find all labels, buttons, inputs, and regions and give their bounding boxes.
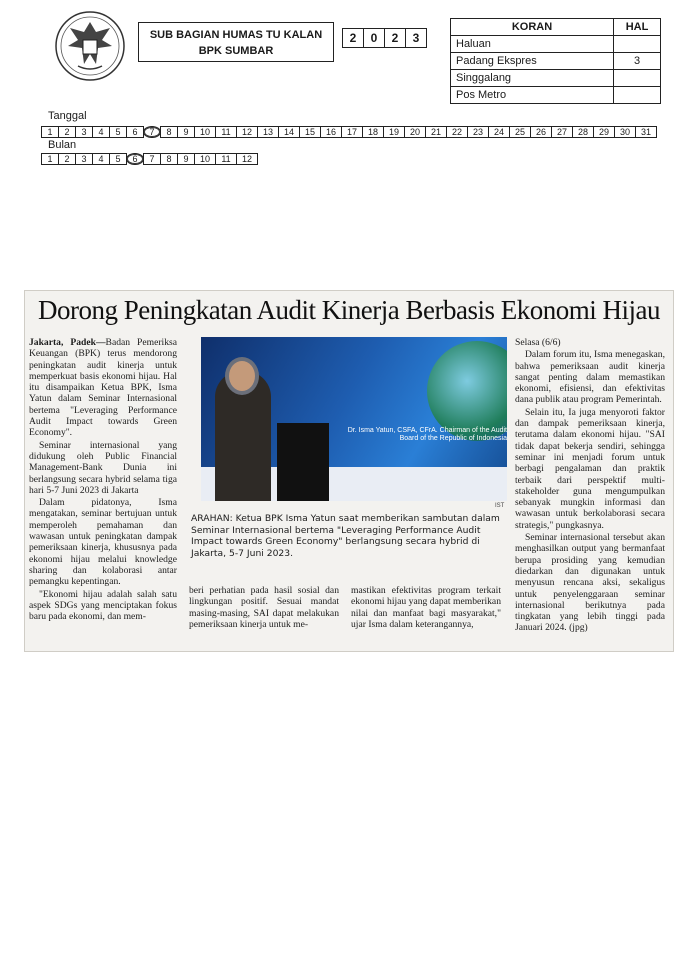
tanggal-cell: 30 [614,126,636,138]
globe-graphic [427,341,507,441]
tanggal-cell: 11 [215,126,237,138]
bulan-label: Bulan [48,139,77,151]
speaker-face [229,361,255,391]
tanggal-cell: 1 [41,126,59,138]
year-digit: 2 [342,28,364,48]
agency-box [138,22,334,62]
newspaper-name: Haluan [451,36,614,53]
article-column-2 [189,585,339,631]
tanggal-cell: 13 [257,126,279,138]
bulan-cell: 8 [160,153,178,165]
tanggal-cell: 9 [177,126,195,138]
bulan-cell: 7 [143,153,161,165]
tanggal-cell: 20 [404,126,426,138]
tanggal-cell: 27 [551,126,573,138]
tanggal-cell: 21 [425,126,447,138]
header-hal: HAL [614,19,661,36]
photo-credit: IST [495,503,505,509]
news-clipping [24,290,674,652]
paragraph: Selasa (6/6) [515,337,561,348]
paragraph: Seminar internasional tersebut akan menghasilkan output yang bermanfaat berupa prosiding yang kemudian diedarkan dan digunakan untuk menyusun rencana aksi, sekaligus untuk penyelenggaraan seminar internasional berikutnya pada tingkatan yang lebih tinggi pada Januari 2024. (jpg) [515,532,665,634]
newspaper-page [614,70,661,87]
paragraph: "Ekonomi hijau adalah salah satu aspek SDGs yang menciptakan fokus baru pada ekonomi, dan mem- [29,588,177,623]
photo-banner-text: Dr. Isma Yatun, CSFA, CFrA. Chairman of the Audit Board of the Republic of Indonesia [347,427,507,442]
paragraph: Seminar internasional yang didukung oleh Public Financial Management-Bank Dunia ini berlangsung secara hybrid selama tiga hari 5-7 Juni 2023 di Jakarta [29,439,177,496]
tanggal-cell: 15 [299,126,321,138]
tanggal-cell: 25 [509,126,531,138]
tanggal-cell: 5 [109,126,127,138]
article-column-1 [29,337,177,623]
tanggal-cell: 22 [446,126,468,138]
year-digit: 0 [363,28,385,48]
table-row [451,87,661,104]
newspaper-name: Singgalang [451,70,614,87]
table-row [451,70,661,87]
tanggal-cell: 19 [383,126,405,138]
table-row [451,53,661,70]
tanggal-cell: 6 [126,126,144,138]
tanggal-cell: 14 [278,126,300,138]
year-digit: 3 [405,28,427,48]
newspaper-name: Padang Ekspres [451,53,614,70]
photo-caption: ARAHAN: Ketua BPK Isma Yatun saat memberikan sambutan dalam Seminar Internasional bertema "Leveraging Performance Audit Impact towards Green Economy" berlangsung secara hybrid di Jakarta, 5-7 Juni 2023. [191,513,500,559]
tanggal-cell: 31 [635,126,657,138]
tanggal-cell: 7 [143,126,161,138]
tanggal-cell: 10 [194,126,216,138]
tanggal-cell: 8 [160,126,178,138]
paragraph: Dalam forum itu, Isma menegaskan, bahwa pemeriksaan audit kinerja sangat penting dalam memastikan ekonomi, efisiensi, dan efektivitas dana publik atau program Pemerintah. [515,349,665,406]
tanggal-row [42,126,657,138]
bulan-cell: 6 [126,153,144,165]
tanggal-cell: 16 [320,126,342,138]
bulan-cell: 5 [109,153,127,165]
tanggal-cell: 12 [236,126,258,138]
bulan-cell: 3 [75,153,93,165]
bulan-cell: 12 [236,153,258,165]
tanggal-cell: 3 [75,126,93,138]
bulan-cell: 1 [41,153,59,165]
newspaper-name: Pos Metro [451,87,614,104]
tanggal-cell: 2 [58,126,76,138]
year-digit: 2 [384,28,406,48]
table-row [451,36,661,53]
podium [277,423,329,501]
agency-line-1: SUB BAGIAN HUMAS TU KALAN [149,29,323,41]
paragraph: beri perhatian pada hasil sosial dan lingkungan positif. Sesuai mandat masing-masing, SAI dapat melakukan pemeriksaan kinerja untuk me- [189,585,339,630]
article-photo [201,337,507,501]
tanggal-cell: 23 [467,126,489,138]
paragraph: Dalam pidatonya, Isma mengatakan, seminar bertujuan untuk memperoleh pemahaman dan wawasan untuk peningkatan dampak pemeriksaan kinerja, khususnya pada ekonomi hijau melalui knowledge sharing dan kolaborasi antar pemangku kepentingan. [29,497,177,588]
bulan-row [42,153,258,165]
newspaper-page: 3 [614,53,661,70]
year-boxes [343,28,427,48]
paragraph: Selain itu, Ia juga menyoroti faktor dan dampak pemeriksaan kinerja, terutama dalam ekonomi hijau. "SAI tidak dapat bekerja sendiri, sehingga seminar ini menjadi forum untuk berbagi pengalaman dan praktik terbaik dari perspektif multi-stakeholder guna mengumpulkan sebanyak mungkin informasi dan wawasan untuk berkolaborasi secara strategis," pungkasnya. [515,406,665,531]
newspaper-page [614,36,661,53]
tanggal-cell: 29 [593,126,615,138]
paragraph: Jakarta, Padek—Badan Pemeriksa Keuangan (BPK) terus mendorong peningkatan audit kinerja untuk memperkuat basis ekonomi hijau. Hal itu disampaikan Ketua BPK, Isma Yatun dalam Seminar Internasional bertema "Leveraging Performance Audit Impact towards Green Economy". [29,337,178,439]
article-column-3 [351,585,501,631]
bulan-cell: 9 [177,153,195,165]
garuda-emblem-icon [48,8,132,84]
tanggal-cell: 24 [488,126,510,138]
bulan-cell: 10 [194,153,216,165]
article-headline: Dorong Peningkatan Audit Kinerja Berbasis Ekonomi Hijau [38,295,660,325]
newspaper-table [450,18,661,104]
bulan-cell: 11 [215,153,237,165]
bulan-cell: 4 [92,153,110,165]
tanggal-cell: 4 [92,126,110,138]
tanggal-cell: 28 [572,126,594,138]
newspaper-page [614,87,661,104]
bulan-cell: 2 [58,153,76,165]
header-koran: KORAN [451,19,614,36]
agency-line-2: BPK SUMBAR [198,45,274,57]
newspaper-table-header [451,19,661,36]
tanggal-label: Tanggal [48,110,87,122]
paragraph: mastikan efektivitas program terkait ekonomi hijau yang dapat memberikan nilai dan manfaat bagi masyarakat," ujar Isma dalam keterangannya, [351,585,501,630]
tanggal-cell: 18 [362,126,384,138]
tanggal-cell: 26 [530,126,552,138]
article-column-4 [515,337,665,635]
tanggal-cell: 17 [341,126,363,138]
